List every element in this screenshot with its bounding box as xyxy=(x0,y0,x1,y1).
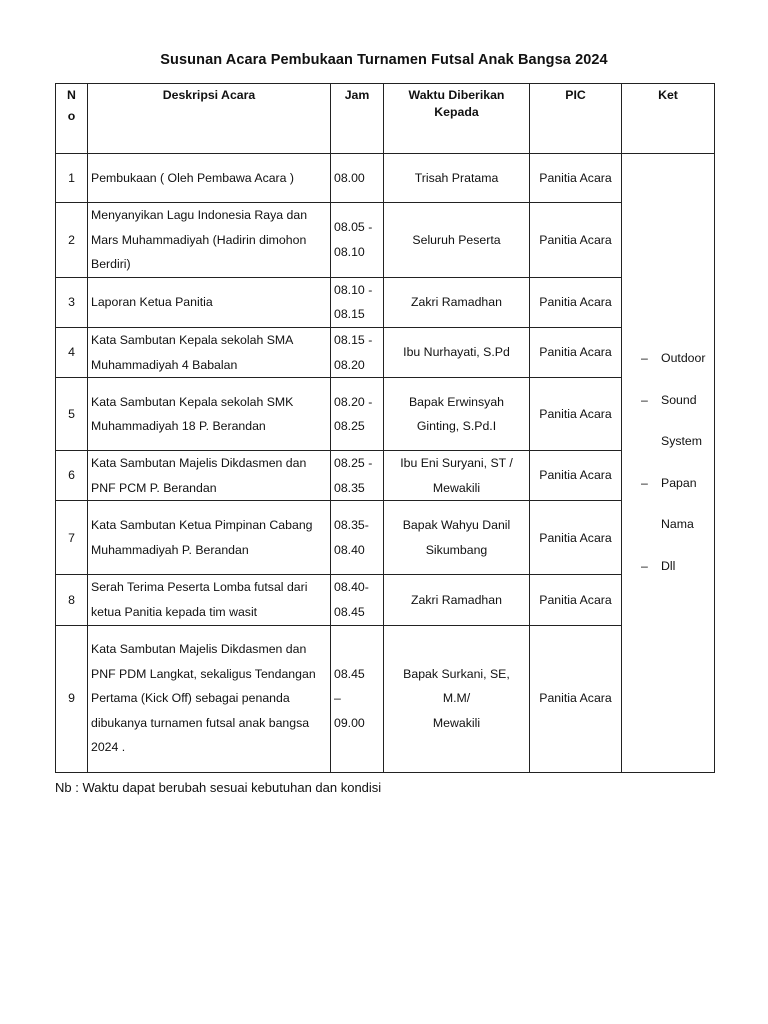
ket-item xyxy=(641,338,711,380)
cell-no: 6 xyxy=(56,451,88,501)
cell-pic: Panitia Acara xyxy=(530,451,622,501)
cell-desc: Kata Sambutan Ketua Pimpinan Cabang Muhammadiyah P. Berandan xyxy=(88,501,331,575)
header-no-line1: N xyxy=(67,88,76,102)
ket-item-continued xyxy=(641,504,711,546)
table-row xyxy=(56,501,715,575)
header-desc: Deskripsi Acara xyxy=(88,84,331,154)
cell-pic: Panitia Acara xyxy=(530,575,622,625)
cell-pic: Panitia Acara xyxy=(530,154,622,203)
table-header-row xyxy=(56,84,715,154)
jam-line: 09.00 xyxy=(334,715,365,730)
header-waktu: Waktu Diberikan Kepada xyxy=(384,84,530,154)
cell-no: 7 xyxy=(56,501,88,575)
cell-no: 9 xyxy=(56,625,88,772)
table-row xyxy=(56,203,715,278)
jam-line: – xyxy=(334,691,341,706)
ket-list xyxy=(625,338,711,587)
table-row xyxy=(56,625,715,772)
cell-waktu: Trisah Pratama xyxy=(384,154,530,203)
cell-jam: 08.25 - 08.35 xyxy=(331,451,384,501)
cell-pic: Panitia Acara xyxy=(530,501,622,575)
cell-desc: Kata Sambutan Majelis Dikdasmen dan PNF PDM Langkat, sekaligus Tendangan Pertama (Kick Off) sebagai penanda dibukanya turnamen futsal anak bangsa 2024 . xyxy=(88,625,331,772)
table-row xyxy=(56,277,715,327)
cell-waktu: Zakri Ramadhan xyxy=(384,575,530,625)
header-no xyxy=(56,84,88,154)
cell-desc: Menyanyikan Lagu Indonesia Raya dan Mars Muhammadiyah (Hadirin dimohon Berdiri) xyxy=(88,203,331,278)
header-jam: Jam xyxy=(331,84,384,154)
cell-jam: 08.35- 08.40 xyxy=(331,501,384,575)
ket-item-text: Dll xyxy=(661,558,676,573)
cell-no: 3 xyxy=(56,277,88,327)
agenda-table xyxy=(55,83,715,773)
ket-item xyxy=(641,463,711,505)
cell-no: 2 xyxy=(56,203,88,278)
table-row xyxy=(56,575,715,625)
cell-pic: Panitia Acara xyxy=(530,327,622,377)
cell-waktu xyxy=(384,625,530,772)
cell-waktu: Seluruh Peserta xyxy=(384,203,530,278)
jam-line: 08.45 xyxy=(334,666,365,681)
cell-pic: Panitia Acara xyxy=(530,203,622,278)
cell-pic: Panitia Acara xyxy=(530,277,622,327)
ket-item xyxy=(641,380,711,422)
dash-marker: – xyxy=(641,392,648,407)
cell-jam xyxy=(331,625,384,772)
cell-desc: Serah Terima Peserta Lomba futsal dari ketua Panitia kepada tim wasit xyxy=(88,575,331,625)
cell-no: 8 xyxy=(56,575,88,625)
header-no-line2: o xyxy=(67,109,76,123)
cell-ket xyxy=(622,154,715,773)
dash-marker: – xyxy=(641,351,648,366)
cell-jam: 08.00 xyxy=(331,154,384,203)
ket-item-text: Papan xyxy=(661,475,697,490)
waktu-line: M.M/ xyxy=(442,691,471,706)
ket-item-text: Sound xyxy=(661,392,697,407)
ket-item-text: Nama xyxy=(661,517,694,532)
cell-no: 4 xyxy=(56,327,88,377)
ket-item-text: System xyxy=(661,434,702,449)
cell-waktu: Zakri Ramadhan xyxy=(384,277,530,327)
cell-jam: 08.05 - 08.10 xyxy=(331,203,384,278)
table-row xyxy=(56,451,715,501)
cell-no: 1 xyxy=(56,154,88,203)
cell-waktu: Bapak Erwinsyah Ginting, S.Pd.I xyxy=(384,378,530,451)
table-row xyxy=(56,327,715,377)
cell-desc: Kata Sambutan Majelis Dikdasmen dan PNF PCM P. Berandan xyxy=(88,451,331,501)
waktu-line: Mewakili xyxy=(432,715,481,730)
cell-no: 5 xyxy=(56,378,88,451)
ket-item xyxy=(641,546,711,588)
cell-waktu: Ibu Eni Suryani, ST / Mewakili xyxy=(384,451,530,501)
header-pic: PIC xyxy=(530,84,622,154)
cell-jam: 08.40- 08.45 xyxy=(331,575,384,625)
cell-desc: Kata Sambutan Kepala sekolah SMA Muhammadiyah 4 Babalan xyxy=(88,327,331,377)
ket-item-continued xyxy=(641,421,711,463)
cell-jam: 08.10 - 08.15 xyxy=(331,277,384,327)
cell-jam: 08.20 - 08.25 xyxy=(331,378,384,451)
cell-jam: 08.15 - 08.20 xyxy=(331,327,384,377)
cell-waktu: Bapak Wahyu Danil Sikumbang xyxy=(384,501,530,575)
cell-desc: Kata Sambutan Kepala sekolah SMK Muhammadiyah 18 P. Berandan xyxy=(88,378,331,451)
footnote: Nb : Waktu dapat berubah sesuai kebutuhan dan kondisi xyxy=(55,780,382,795)
table-row xyxy=(56,154,715,203)
dash-marker: – xyxy=(641,558,648,573)
dash-marker: – xyxy=(641,475,648,490)
cell-desc: Laporan Ketua Panitia xyxy=(88,277,331,327)
waktu-line: Bapak Surkani, SE, xyxy=(403,666,510,681)
cell-waktu: Ibu Nurhayati, S.Pd xyxy=(384,327,530,377)
page-title: Susunan Acara Pembukaan Turnamen Futsal Anak Bangsa 2024 xyxy=(160,52,608,68)
cell-desc: Pembukaan ( Oleh Pembawa Acara ) xyxy=(88,154,331,203)
cell-pic: Panitia Acara xyxy=(530,625,622,772)
cell-pic: Panitia Acara xyxy=(530,378,622,451)
ket-item-text: Outdoor xyxy=(661,351,706,366)
header-ket: Ket xyxy=(622,84,715,154)
table-row xyxy=(56,378,715,451)
